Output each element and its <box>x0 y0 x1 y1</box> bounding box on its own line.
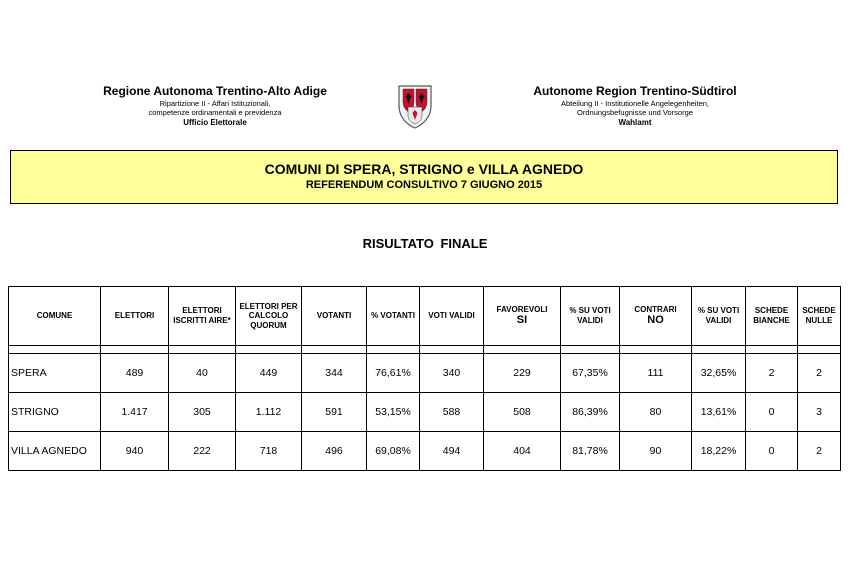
cell-perc-votanti: 76,61% <box>367 354 420 393</box>
cell-voti-validi: 588 <box>420 393 484 432</box>
table-row <box>9 393 841 432</box>
col-contrari: CONTRARI NO <box>620 287 692 346</box>
header-right-line1: Abteilung II - Institutionelle Angelegenheiten, <box>560 99 710 108</box>
cell-si: 508 <box>484 393 561 432</box>
banner-title: COMUNI DI SPERA, STRIGNO e VILLA AGNEDO <box>264 161 584 177</box>
cell-no: 111 <box>620 354 692 393</box>
col-votanti: VOTANTI <box>302 287 367 346</box>
cell-bianche: 0 <box>746 393 798 432</box>
coat-of-arms-icon <box>396 82 434 130</box>
header-right <box>500 84 770 128</box>
cell-nulle: 2 <box>798 354 841 393</box>
table-row <box>9 354 841 393</box>
header-right-title: Autonome Region Trentino-Südtirol <box>533 84 737 98</box>
cell-quorum: 718 <box>236 432 302 471</box>
col-comune: COMUNE <box>9 287 101 346</box>
spacer-row <box>9 346 841 354</box>
cell-comune: STRIGNO <box>9 393 101 432</box>
col-bianche: SCHEDE BIANCHE <box>746 287 798 346</box>
cell-aire: 40 <box>169 354 236 393</box>
col-favorevoli: FAVOREVOLI SI <box>484 287 561 346</box>
cell-perc-si: 86,39% <box>561 393 620 432</box>
col-voti-validi: VOTI VALIDI <box>420 287 484 346</box>
cell-voti-validi: 494 <box>420 432 484 471</box>
cell-perc-no: 18,22% <box>692 432 746 471</box>
cell-perc-si: 67,35% <box>561 354 620 393</box>
cell-perc-si: 81,78% <box>561 432 620 471</box>
cell-perc-votanti: 69,08% <box>367 432 420 471</box>
cell-no: 80 <box>620 393 692 432</box>
cell-votanti: 591 <box>302 393 367 432</box>
cell-voti-validi: 340 <box>420 354 484 393</box>
results-table <box>8 286 841 471</box>
cell-perc-no: 13,61% <box>692 393 746 432</box>
header-left <box>80 84 350 128</box>
cell-aire: 305 <box>169 393 236 432</box>
header-right-office: Wahlamt <box>618 117 652 127</box>
col-perc-si: % SU VOTI VALIDI <box>561 287 620 346</box>
cell-elettori: 940 <box>101 432 169 471</box>
result-title: RISULTATO FINALE <box>362 236 488 251</box>
table-row <box>9 432 841 471</box>
col-aire: ELETTORI ISCRITTI AIRE* <box>169 287 236 346</box>
cell-elettori: 1.417 <box>101 393 169 432</box>
col-elettori: ELETTORI <box>101 287 169 346</box>
header-left-line2: competenze ordinamentali e previdenza <box>148 108 282 118</box>
cell-elettori: 489 <box>101 354 169 393</box>
banner-subtitle: REFERENDUM CONSULTIVO 7 GIUGNO 2015 <box>305 179 543 191</box>
cell-si: 229 <box>484 354 561 393</box>
col-perc-no: % SU VOTI VALIDI <box>692 287 746 346</box>
header-left-title: Regione Autonoma Trentino-Alto Adige <box>103 84 327 98</box>
col-quorum: ELETTORI PER CALCOLO QUORUM <box>236 287 302 346</box>
cell-votanti: 496 <box>302 432 367 471</box>
col-nulle: SCHEDE NULLE <box>798 287 841 346</box>
cell-si: 404 <box>484 432 561 471</box>
header-row <box>9 287 841 346</box>
cell-comune: VILLA AGNEDO <box>9 432 101 471</box>
cell-perc-votanti: 53,15% <box>367 393 420 432</box>
cell-perc-no: 32,65% <box>692 354 746 393</box>
cell-quorum: 449 <box>236 354 302 393</box>
cell-nulle: 2 <box>798 432 841 471</box>
cell-nulle: 3 <box>798 393 841 432</box>
cell-bianche: 2 <box>746 354 798 393</box>
cell-comune: SPERA <box>9 354 101 393</box>
title-banner <box>10 150 838 204</box>
cell-aire: 222 <box>169 432 236 471</box>
cell-quorum: 1.112 <box>236 393 302 432</box>
header-left-office: Ufficio Elettorale <box>183 117 247 127</box>
header-left-line1: Ripartizione II - Affari Istituzionali, <box>159 99 271 108</box>
cell-no: 90 <box>620 432 692 471</box>
header-right-line2: Ordnungsbefugnisse und Vorsorge <box>577 108 693 118</box>
cell-votanti: 344 <box>302 354 367 393</box>
col-perc-votanti: % VOTANTI <box>367 287 420 346</box>
cell-bianche: 0 <box>746 432 798 471</box>
